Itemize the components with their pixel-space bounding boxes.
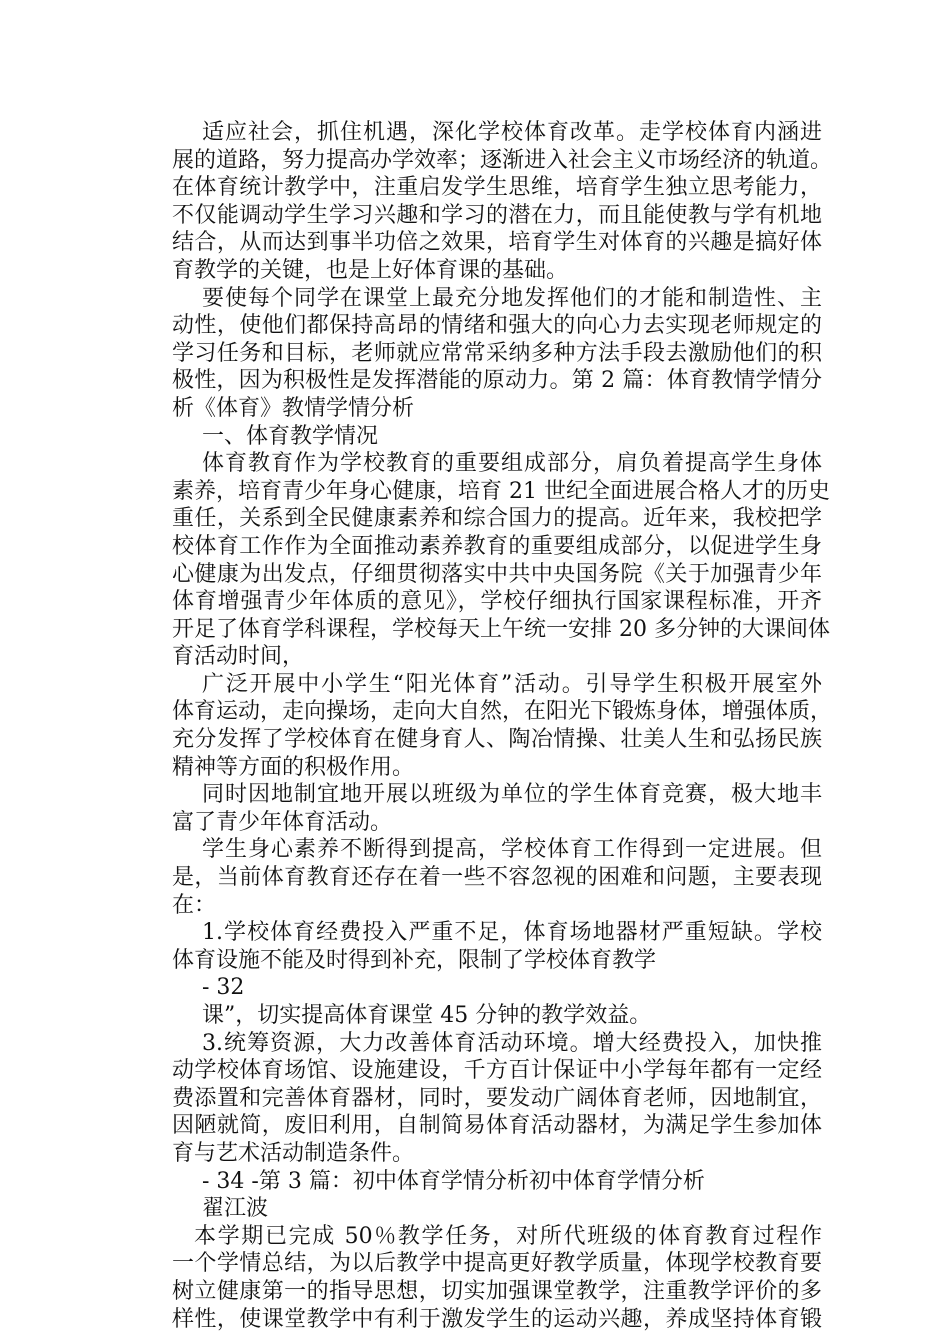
text-line: 开足了体育学科课程，学校每天上午统一安排 20 多分钟的大课间体 (172, 616, 830, 642)
text-line: 是，当前体育教育还存在着一些不容忽视的困难和问题，主要表现 (172, 865, 822, 891)
text-line: 体育教育作为学校教育的重要组成部分，肩负着提高学生身体 (202, 451, 822, 477)
text-line: 样性，使课堂教学中有利于激发学生的运动兴趣，养成坚持体育锻 (172, 1306, 822, 1332)
text-line: 学习任务和目标，老师就应常常采纳多种方法手段去激励他们的积 (172, 340, 822, 366)
text-line: 体育增强青少年体质的意见》，学校仔细执行国家课程标准，开齐 (172, 589, 822, 615)
text-line: 富了青少年体育活动。 (172, 809, 393, 835)
text-line: 在体育统计教学中，注重启发学生思维，培育学生独立思考能力， (172, 175, 822, 201)
text-line: 育与艺术活动制造条件。 (172, 1140, 415, 1166)
text-line: 极性，因为积极性是发挥潜能的原动力。第 2 篇：体育教情学情分 (172, 368, 822, 394)
text-line: 不仅能调动学生学习兴趣和学习的潜在力，而且能使教与学有机地 (172, 202, 822, 228)
text-line: 翟江波 (202, 1196, 269, 1222)
text-line: 育活动时间， (172, 644, 305, 670)
text-line: 精神等方面的积极作用。 (172, 754, 415, 780)
text-line: 因陋就简，废旧利用，自制简易体育活动器材，为满足学生参加体 (172, 1113, 822, 1139)
text-line: 广泛开展中小学生“阳光体育”活动。引导学生积极开展室外 (202, 671, 822, 697)
text-line: 学生身心素养不断得到提高，学校体育工作得到一定进展。但 (202, 837, 822, 863)
text-line: 体育设施不能及时得到补充，限制了学校体育教学 (172, 947, 657, 973)
text-line: 本学期已完成 50％教学任务，对所代班级的体育教育过程作 (194, 1223, 822, 1249)
text-line: - 34 -第 3 篇：初中体育学情分析初中体育学情分析 (202, 1168, 705, 1194)
text-line: 同时因地制宜地开展以班级为单位的学生体育竞赛，极大地丰 (202, 782, 822, 808)
text-line: 素养，培育青少年身心健康，培育 21 世纪全面进展合格人才的历史 (172, 478, 830, 504)
text-line: 费添置和完善体育器材，同时，要发动广阔体育老师，因地制宜， (172, 1085, 822, 1111)
text-line: 校体育工作作为全面推动素养教育的重要组成部分，以促进学生身 (172, 533, 822, 559)
text-line: 课”，切实提高体育课堂 45 分钟的教学效益。 (202, 1003, 652, 1028)
text-line: 动学校体育场馆、设施建设，千方百计保证中小学每年都有一定经 (172, 1058, 822, 1084)
text-line: 动性，使他们都保持高昂的情绪和强大的向心力去实现老师规定的 (172, 313, 822, 339)
text-line: 一个学情总结，为以后教学中提高更好教学质量，体现学校教育要 (172, 1251, 822, 1277)
text-line: 心健康为出发点，仔细贯彻落实中共中央国务院《关于加强青少年 (172, 561, 822, 587)
text-line: 结合，从而达到事半功倍之效果，培育学生对体育的兴趣是搞好体 (172, 230, 822, 256)
text-line: 育教学的关键，也是上好体育课的基础。 (172, 257, 569, 283)
text-line: 1.学校体育经费投入严重不足，体育场地器材严重短缺。学校 (202, 920, 822, 946)
text-line: 析《体育》教情学情分析 (172, 395, 415, 421)
text-line: 重任，关系到全民健康素养和综合国力的提高。近年来，我校把学 (172, 506, 822, 532)
text-line: - 32 (202, 975, 245, 1001)
text-line: 3.统筹资源，大力改善体育活动环境。增大经费投入，加快推 (202, 1030, 822, 1056)
text-line: 要使每个同学在课堂上最充分地发挥他们的才能和制造性、主 (202, 285, 822, 311)
text-line: 在： (172, 892, 217, 918)
text-line: 体育运动，走向操场，走向大自然，在阳光下锻炼身体，增强体质， (172, 699, 833, 725)
text-line: 一、体育教学情况 (202, 423, 379, 449)
text-line: 树立健康第一的指导思想，切实加强课堂教学，注重教学评价的多 (172, 1278, 822, 1304)
text-line: 充分发挥了学校体育在健身育人、陶冶情操、壮美人生和弘扬民族 (172, 727, 822, 753)
document-body-text (172, 119, 833, 1333)
text-line: 适应社会，抓住机遇，深化学校体育改革。走学校体育内涵进 (202, 120, 822, 145)
text-line: 展的道路，努力提高办学效率；逐渐进入社会主义市场经济的轨道。 (172, 147, 833, 173)
